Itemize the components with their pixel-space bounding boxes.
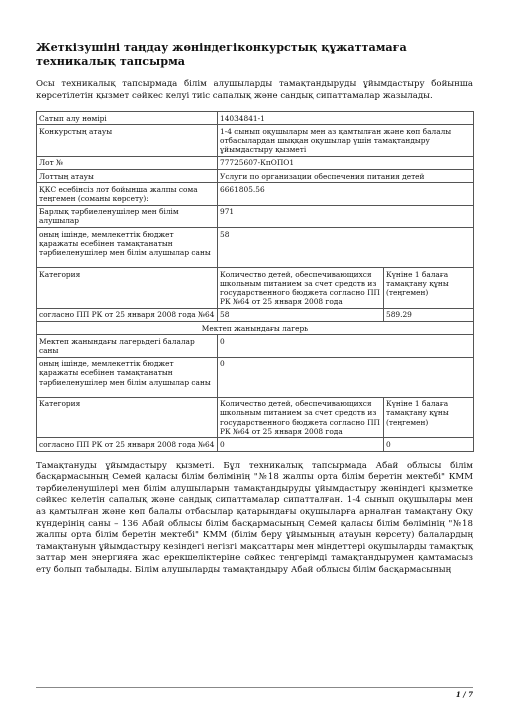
table-row xyxy=(37,205,474,227)
row-label: Мектеп жанындағы лагерьдегі балалар саны xyxy=(37,335,218,357)
row-value: 971 xyxy=(218,205,474,227)
intro-paragraph: Осы техникалық тапсырмада білім алушыларды тамақтандыруды ұйымдастыру бойынша көрсетілетін қызмет сәйкес келуі тиіс сапалық және сандық сипаттамалар жазылады. xyxy=(36,79,473,101)
meal-cost-header: Күніне 1 балаға тамақтану құны (теңгемен) xyxy=(384,268,474,309)
table-row xyxy=(37,357,474,397)
row-label: оның ішінде, мемлекеттік бюджет қаражаты есебінен тамақтанатын тәрбиеленушілер мен білім алушылар саны xyxy=(37,357,218,397)
row-value: 0 xyxy=(218,357,474,397)
table-row xyxy=(37,397,474,438)
row-label: Лот № xyxy=(37,156,218,169)
table-row xyxy=(37,268,474,309)
table-row xyxy=(37,322,474,335)
row-label: ҚКС есебінсіз лот бойынша жалпы сома теңгемен (соманы көрсету): xyxy=(37,183,218,205)
children-count-header: Количество детей, обеспечивающихся школьным питанием за счет средств из государственного бюджета согласно ПП РК №64 от 25 января 2008 года xyxy=(218,397,384,438)
table-row xyxy=(37,308,474,321)
table-row xyxy=(37,228,474,268)
row-label: согласно ПП РК от 25 января 2008 года №64 xyxy=(37,308,218,321)
row-value: 77725607-КпОПО1 xyxy=(218,156,474,169)
table-row xyxy=(37,438,474,451)
row-value: 1-4 сынып оқушылары мен аз қамтылған және көп балалы отбасылардан шыққан оқушылар үшін тамақтандыру ұйымдастыру қызметі xyxy=(218,125,474,157)
row-label: оның ішінде, мемлекеттік бюджет қаражаты есебінен тамақтанатын тәрбиеленушілер мен білім алушылар саны xyxy=(37,228,218,268)
table-row xyxy=(37,183,474,205)
row-value: 0 xyxy=(218,335,474,357)
document-page xyxy=(36,40,473,577)
children-count: 58 xyxy=(218,308,384,321)
lot-details-table xyxy=(36,111,474,452)
category-label: Категория xyxy=(37,397,218,438)
page-number: 1 / 7 xyxy=(455,690,473,699)
table-row xyxy=(37,125,474,157)
row-value: 58 xyxy=(218,228,474,268)
meal-cost-header: Күніне 1 балаға тамақтану құны (теңгемен) xyxy=(384,397,474,438)
table-row xyxy=(37,335,474,357)
meal-cost: 0 xyxy=(384,438,474,451)
table-row xyxy=(37,170,474,183)
row-label: Лоттың атауы xyxy=(37,170,218,183)
row-label: согласно ПП РК от 25 января 2008 года №64 xyxy=(37,438,218,451)
row-value: Услуги по организации обеспечения питания детей xyxy=(218,170,474,183)
row-label: Сатып алу нөмірі xyxy=(37,112,218,125)
table-row xyxy=(37,112,474,125)
category-label: Категория xyxy=(37,268,218,309)
row-value: 6661805.56 xyxy=(218,183,474,205)
meal-cost: 589.29 xyxy=(384,308,474,321)
row-label: Конкурстың атауы xyxy=(37,125,218,157)
children-count: 0 xyxy=(218,438,384,451)
row-label: Барлық тәрбиеленушілер мен білім алушылар xyxy=(37,205,218,227)
camp-section-header: Мектеп жанындағы лагерь xyxy=(37,322,474,335)
body-paragraph: Тамақтануды ұйымдастыру қызметі. Бұл техникалық тапсырмада Абай облысы білім басқармасының Семей қаласы білім бөлімінің "№18 жалпы орта білім беретін мектебі" КММ тәрбиеленушілері мен білім алушыларын тамақтандыруды ұйымдастыру жөніндегі қызметке сәйкес келетін сапалық және сандық сипаттамалар сипатталған. 1-4 сынып оқушылары мен аз қамтылған және көп балалы отбасылар қатарындағы оқушыларға арналған тамақтану Оқу күндерінің саны – 136 Абай облысы білім басқармасының Семей қаласы білім бөлімінің "№18 жалпы орта білім беретін мектебі" КММ (білім беру ұйымының атауын көрсету) балалардың тамақтануын ұйымдастыру кезіндегі негізгі мақсаттары мен міндеттері оқушыларды тамақтық заттар мен энергияға жас ерекшеліктеріне сәйкес теңгерімді тамақтандырумен қамтамасыз ету болып табылады. Білім алушыларды тамақтандыру Абай облысы білім басқармасының xyxy=(36,460,473,576)
children-count-header: Количество детей, обеспечивающихся школьным питанием за счет средств из государственного бюджета согласно ПП РК №64 от 25 января 2008 года xyxy=(218,268,384,309)
document-title: Жеткізушіні таңдау жөніндегіконкурстық құжаттамаға техникалық тапсырма xyxy=(36,40,407,68)
row-value: 14034841-1 xyxy=(218,112,474,125)
footer-divider xyxy=(36,687,473,688)
table-row xyxy=(37,156,474,169)
